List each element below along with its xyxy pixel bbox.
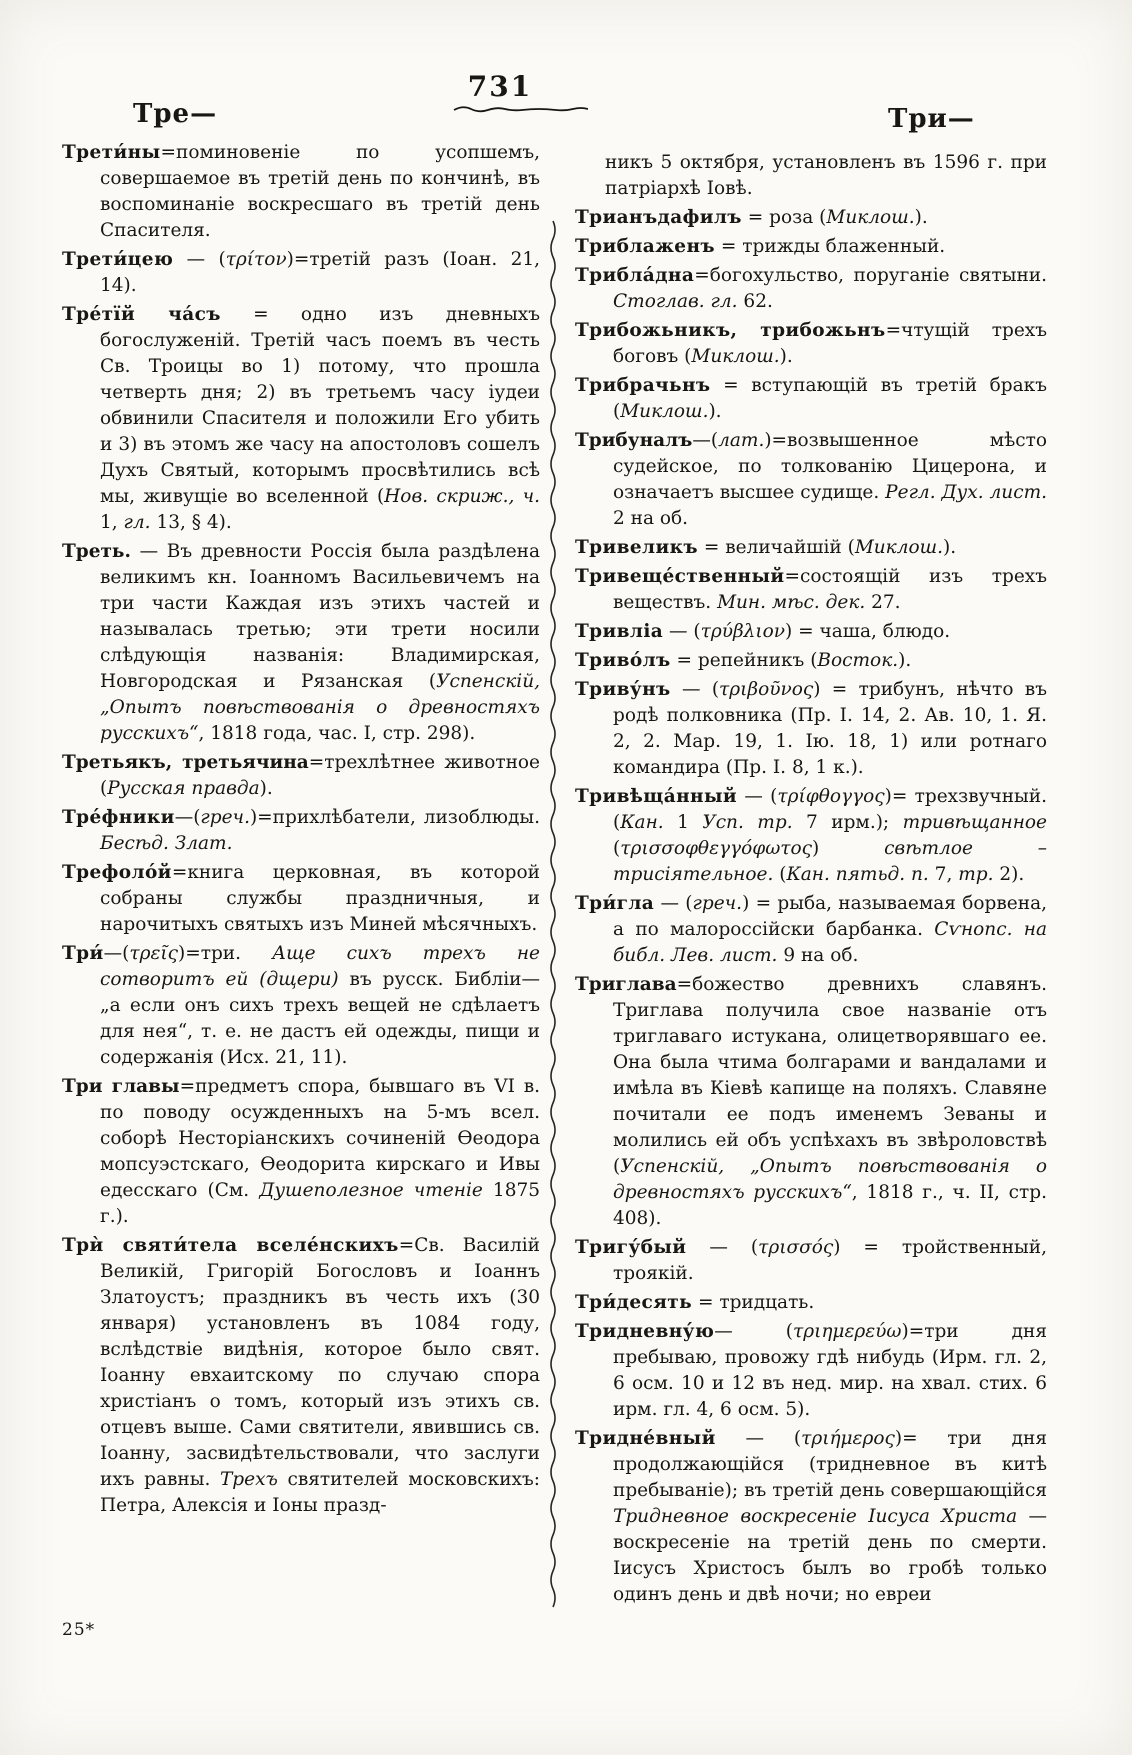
entry-text: )= три дня продолжающійся (тридневное въ китѣ пребываніе); въ третій день совершающійся bbox=[613, 1428, 1047, 1501]
headword: Треть. bbox=[62, 541, 131, 562]
entry-text: 9 на об. bbox=[777, 945, 859, 966]
citation: греч. bbox=[692, 893, 743, 914]
entry-text: ). bbox=[779, 346, 793, 367]
entry-text: ). bbox=[943, 537, 957, 558]
headword: Тре́тїй ча́съ bbox=[62, 304, 221, 325]
entry-text: —( bbox=[174, 807, 201, 828]
dictionary-entry bbox=[62, 750, 540, 802]
dictionary-entry bbox=[575, 1426, 1047, 1608]
headword: Третьякъ, третьячина bbox=[62, 752, 309, 773]
citation: Кан. пятьд. п. bbox=[786, 864, 929, 885]
headword: Триво́лъ bbox=[575, 650, 671, 671]
entry-text: —( bbox=[692, 430, 719, 451]
greek-term: τρισσός bbox=[758, 1237, 834, 1258]
signature-mark: 25* bbox=[62, 1620, 96, 1640]
headword: Три́ bbox=[62, 943, 104, 964]
entry-text: никъ 5 октября, установленъ въ 1596 г. при патріархѣ Іовѣ. bbox=[605, 152, 1047, 199]
entry-text: = роза ( bbox=[741, 207, 827, 228]
entry-text: = репейникъ ( bbox=[670, 650, 818, 671]
citation: Аще сихъ трехъ не сотворитъ ей (дщери) bbox=[100, 943, 541, 990]
entry-text: 1875 г.). bbox=[100, 1180, 541, 1227]
entry-text: ( bbox=[773, 864, 787, 885]
entry-text: =состоящій изъ трехъ веществъ. bbox=[613, 566, 1047, 613]
headword: Трети́ны bbox=[62, 142, 161, 163]
dictionary-entry bbox=[575, 234, 1047, 260]
headword: Триву́нъ bbox=[575, 679, 671, 700]
headword: Тривеще́ственный bbox=[575, 566, 785, 587]
entry-text: , 1818 г., ч. II, стр. 408). bbox=[613, 1182, 1047, 1229]
entry-continuation bbox=[575, 150, 1047, 202]
citation: греч. bbox=[200, 807, 250, 828]
column-divider-wavy-line bbox=[548, 220, 558, 1612]
dictionary-entry bbox=[62, 860, 540, 938]
entry-text: =божество древнихъ славянъ. Триглава получила свое названіе отъ триглаваго истукана, олицетворявшаго ее. Она была чтима болгарами и вандалами и имѣла въ Кіевѣ капище на поляхъ. Славяне почитали ее подъ именемъ Зеваны и молились ей объ успѣхахъ въ звѣроловствѣ ( bbox=[613, 974, 1047, 1177]
entry-text: =трехлѣтнее животное ( bbox=[100, 752, 540, 799]
entry-text: — ( bbox=[654, 893, 693, 914]
citation: Миклош. bbox=[854, 537, 944, 558]
entry-text: святителей московскихъ: Петра, Алексія и Іоны празд- bbox=[100, 1469, 540, 1516]
headword: Трибрачьнъ bbox=[575, 375, 711, 396]
dictionary-entry bbox=[575, 1319, 1047, 1423]
right-column bbox=[575, 150, 1047, 1611]
entry-text: 2 на об. bbox=[613, 508, 689, 529]
headword: Тридневну́ю bbox=[575, 1321, 715, 1342]
left-column bbox=[62, 140, 540, 1522]
headword: Трефоло́й bbox=[62, 862, 172, 883]
entry-text: 2). bbox=[993, 864, 1025, 885]
entry-text: — ( bbox=[686, 1237, 759, 1258]
headword: Трети́цею bbox=[62, 249, 174, 270]
citation: Усп. тр. bbox=[702, 812, 793, 833]
headword: Тривліа bbox=[575, 621, 664, 642]
entry-text: ). bbox=[898, 650, 912, 671]
citation: лат. bbox=[718, 430, 765, 451]
entry-text: =предметъ спора, бывшаго въ VI в. по поводу осужденныхъ на 5-мъ всел. соборѣ Несторіанскихъ сочиненій Ѳеодора мопсуэстскаго, Ѳеодорита кирскаго и Ивы едесскаго (См. bbox=[100, 1076, 540, 1201]
greek-term: τρίφθογγος bbox=[777, 786, 885, 807]
dictionary-entry bbox=[62, 1074, 540, 1230]
greek-term: τρύβλιον bbox=[700, 621, 786, 642]
entry-text: =богохульство, поруганіе святыни. bbox=[694, 265, 1047, 286]
dictionary-entry bbox=[575, 1290, 1047, 1316]
dictionary-entry bbox=[62, 539, 540, 747]
citation: Душеполезное чтеніе bbox=[259, 1180, 483, 1201]
entry-text: 27. bbox=[865, 592, 901, 613]
headword: Трианъдафилъ bbox=[575, 207, 742, 228]
headword: Триблаженъ bbox=[575, 236, 715, 257]
citation: Успенскій, „Опытъ повѣствованія о древностяхъ русскихъ“ bbox=[100, 671, 540, 744]
entry-text: — ( bbox=[173, 249, 226, 270]
greek-term: τριημερεύω bbox=[792, 1321, 902, 1342]
entry-text: = одно изъ дневныхъ богослуженій. Третій часъ поемъ въ честь Св. Троицы во 1) потому, что прошла четверть дня; 2) въ третьемъ часу іудеи обвинили Спасителя и положили Его убить и 3) въ этомъ же часу на апостоловъ сошелъ Духъ Святый, которымъ просвѣтились всѣ мы, живущіе во вселенной ( bbox=[100, 304, 540, 507]
citation: тр. bbox=[958, 864, 994, 885]
entry-text: ) = чаша, блюдо. bbox=[785, 621, 951, 642]
headword: Трибла́дна bbox=[575, 265, 695, 286]
citation: Нов. скриж., ч. bbox=[384, 486, 541, 507]
dictionary-entry bbox=[575, 564, 1047, 616]
entry-text: ) = рыба, называемая борвена, а по малороссійски барбанка. bbox=[613, 893, 1047, 940]
headword: Тридне́вный bbox=[575, 1428, 716, 1449]
entry-text: = тридцать. bbox=[692, 1292, 815, 1313]
citation: Миклош. bbox=[620, 401, 709, 422]
dictionary-entry bbox=[62, 941, 540, 1071]
greek-term: τρεῖς bbox=[129, 943, 178, 964]
page-number-underline bbox=[452, 104, 588, 116]
entry-text: ) bbox=[812, 838, 885, 859]
headword: Три́гла bbox=[575, 893, 655, 914]
dictionary-entry bbox=[62, 1233, 540, 1519]
headword: Трибожьникъ, трибожьнъ bbox=[575, 320, 886, 341]
dictionary-entry bbox=[575, 535, 1047, 561]
citation: Восток. bbox=[817, 650, 899, 671]
entry-text: ). bbox=[259, 778, 273, 799]
dictionary-entry bbox=[575, 619, 1047, 645]
citation: Стоглав. гл. bbox=[613, 291, 738, 312]
dictionary-entry bbox=[575, 373, 1047, 425]
entry-text: — ( bbox=[670, 679, 720, 700]
entry-text: 62. bbox=[737, 291, 773, 312]
headword: Тривѣща́нный bbox=[575, 786, 738, 807]
headword: Трѝ святи́тела вселе́нскихъ bbox=[62, 1235, 399, 1256]
headword: Триглава bbox=[575, 974, 677, 995]
citation: Сѵнопс. на библ. Лев. лист. bbox=[613, 919, 1048, 966]
headword: Трибуналъ bbox=[575, 430, 693, 451]
citation: Миклош. bbox=[691, 346, 780, 367]
running-head-right: Три— bbox=[888, 104, 975, 134]
entry-text: — ( bbox=[715, 1428, 802, 1449]
dictionary-entry bbox=[575, 428, 1047, 532]
entry-text: =книга церковная, въ которой собраны службы праздничныя, и нарочитыхъ святыхъ изъ Миней мѣсячныхъ. bbox=[100, 862, 540, 935]
dictionary-entry bbox=[575, 1235, 1047, 1287]
entry-text: — воскресеніе на третій день по смерти. Іисусъ Христосъ былъ во гробѣ только одинъ день и двѣ ночи; но евреи bbox=[613, 1506, 1047, 1605]
entry-text: — ( bbox=[737, 786, 778, 807]
citation: Тридневное воскресеніе Іисуса Христа bbox=[613, 1506, 1018, 1527]
dictionary-entry bbox=[62, 247, 540, 299]
citation: Бесѣд. Злат. bbox=[100, 833, 233, 854]
entry-text: =Св. Василій Великій, Григорій Богословъ и Іоаннъ Златоустъ; праздникъ въ честь ихъ (30 января) установленъ въ 1084 году, вслѣдствіе видѣнія, которое было свят. Іоанну евхаитскому по случаю спора христіанъ о томъ, который изъ этихъ св. отцевъ выше. Сами святители, явившись св. Іоанну, засвидѣтельствовали, что заслуги ихъ равны. bbox=[100, 1235, 540, 1490]
dictionary-entry bbox=[62, 805, 540, 857]
headword: Тре́фники bbox=[62, 807, 175, 828]
entry-text: )=возвышенное мѣсто судейское, по толкованію Цицерона, и означаетъ высшее судище. bbox=[613, 430, 1047, 503]
dictionary-entry bbox=[575, 784, 1047, 888]
greek-term: τρισσοφθεγγόφωτος bbox=[620, 838, 813, 859]
entry-text: 1, bbox=[100, 512, 124, 533]
dictionary-entry bbox=[62, 140, 540, 244]
greek-term: τριήμερος bbox=[801, 1428, 895, 1449]
entry-text: ). bbox=[708, 401, 722, 422]
dictionary-entry bbox=[575, 318, 1047, 370]
dictionary-entry bbox=[575, 891, 1047, 969]
dictionary-entry bbox=[575, 263, 1047, 315]
entry-text: )=три дня пребываю, провожу гдѣ нибудь (Ирм. гл. 2, 6 осм. 10 и 12 въ нед. мир. на хвал. стих. 6 ирм. гл. 4, 6 осм. 5). bbox=[613, 1321, 1047, 1420]
entry-text: , 1818 года, час. I, стр. 298). bbox=[198, 723, 476, 744]
dictionary-entry bbox=[575, 205, 1047, 231]
entry-text: )=третій разъ (Іоан. 21, 14). bbox=[100, 249, 540, 296]
citation: Регл. Дух. лист. bbox=[885, 482, 1047, 503]
greek-term: τρίτον bbox=[225, 249, 287, 270]
citation: тривѣщанное bbox=[902, 812, 1048, 833]
entry-text: = трижды блаженный. bbox=[714, 236, 946, 257]
entry-text: =чтущій трехъ боговъ ( bbox=[613, 320, 1047, 367]
entry-text: — ( bbox=[663, 621, 701, 642]
entry-text: ) = тройственный, троякій. bbox=[613, 1237, 1047, 1284]
citation: Успенскій, „Опытъ повѣствованія о древностяхъ русскихъ“ bbox=[613, 1156, 1047, 1203]
dictionary-entry bbox=[575, 648, 1047, 674]
entry-text: — ( bbox=[714, 1321, 793, 1342]
entry-text: въ русск. Библіи— „а если онъ сихъ трехъ вещей не сдѣлаетъ для нея“, т. е. не дастъ ей одежды, пищи и содержанія (Исх. 21, 11). bbox=[100, 969, 540, 1068]
entry-text: ( bbox=[613, 838, 621, 859]
entry-text: =поминовеніе по усопшемъ, совершаемое въ третій день по кончинѣ, въ воспоминаніе воскресшаго въ третій день Спасителя. bbox=[100, 142, 540, 241]
entry-text: )=прихлѣбатели, лизоблюды. bbox=[249, 807, 540, 828]
entry-text: = вступающій въ третій бракъ ( bbox=[613, 375, 1047, 422]
headword: Три главы bbox=[62, 1076, 180, 1097]
citation: Кан. bbox=[620, 812, 664, 833]
entry-text: 13, § 4). bbox=[150, 512, 232, 533]
entry-text: 7, bbox=[928, 864, 959, 885]
citation: гл. bbox=[123, 512, 151, 533]
entry-text: 1 bbox=[663, 812, 703, 833]
entry-text: — Въ древности Россія была раздѣлена великимъ кн. Іоанномъ Васильевичемъ на три части Каждая изъ этихъ частей и называлась третью; эти трети носили слѣдующія названія: Владимирская, Новгородская и Рязанская ( bbox=[100, 541, 540, 692]
entry-text: )=три. bbox=[178, 943, 273, 964]
entry-text: 7 ирм.); bbox=[792, 812, 903, 833]
entry-text: = величайшій ( bbox=[697, 537, 855, 558]
running-head-left: Тре— bbox=[133, 99, 218, 129]
entry-text: ). bbox=[914, 207, 928, 228]
dictionary-entry bbox=[62, 302, 540, 536]
page-number: 731 bbox=[467, 70, 533, 103]
headword: Три́десять bbox=[575, 1292, 693, 1313]
citation: Русская правда bbox=[107, 778, 260, 799]
greek-term: τριβοῦνος bbox=[719, 679, 814, 700]
dictionary-entry bbox=[575, 972, 1047, 1232]
citation: Миклош. bbox=[826, 207, 915, 228]
entry-text: )= трехзвучный. ( bbox=[613, 786, 1047, 833]
headword: Тригу́бый bbox=[575, 1237, 687, 1258]
citation: Трехъ bbox=[219, 1469, 278, 1490]
dictionary-entry bbox=[575, 677, 1047, 781]
headword: Тривеликъ bbox=[575, 537, 698, 558]
citation: свѣтлое – трисіятельное. bbox=[613, 838, 1047, 885]
citation: Мин. мѣс. дек. bbox=[717, 592, 866, 613]
entry-text: ) = трибунъ, нѣчто въ родѣ полковника (Пр. І. 14, 2. Ав. 10, 1. Я. 2, 2. Мар. 19, 1. Ію. 18, 1) или ротнаго командира (Пр. І. 8, 1 к.). bbox=[613, 679, 1047, 778]
entry-text: —( bbox=[103, 943, 130, 964]
